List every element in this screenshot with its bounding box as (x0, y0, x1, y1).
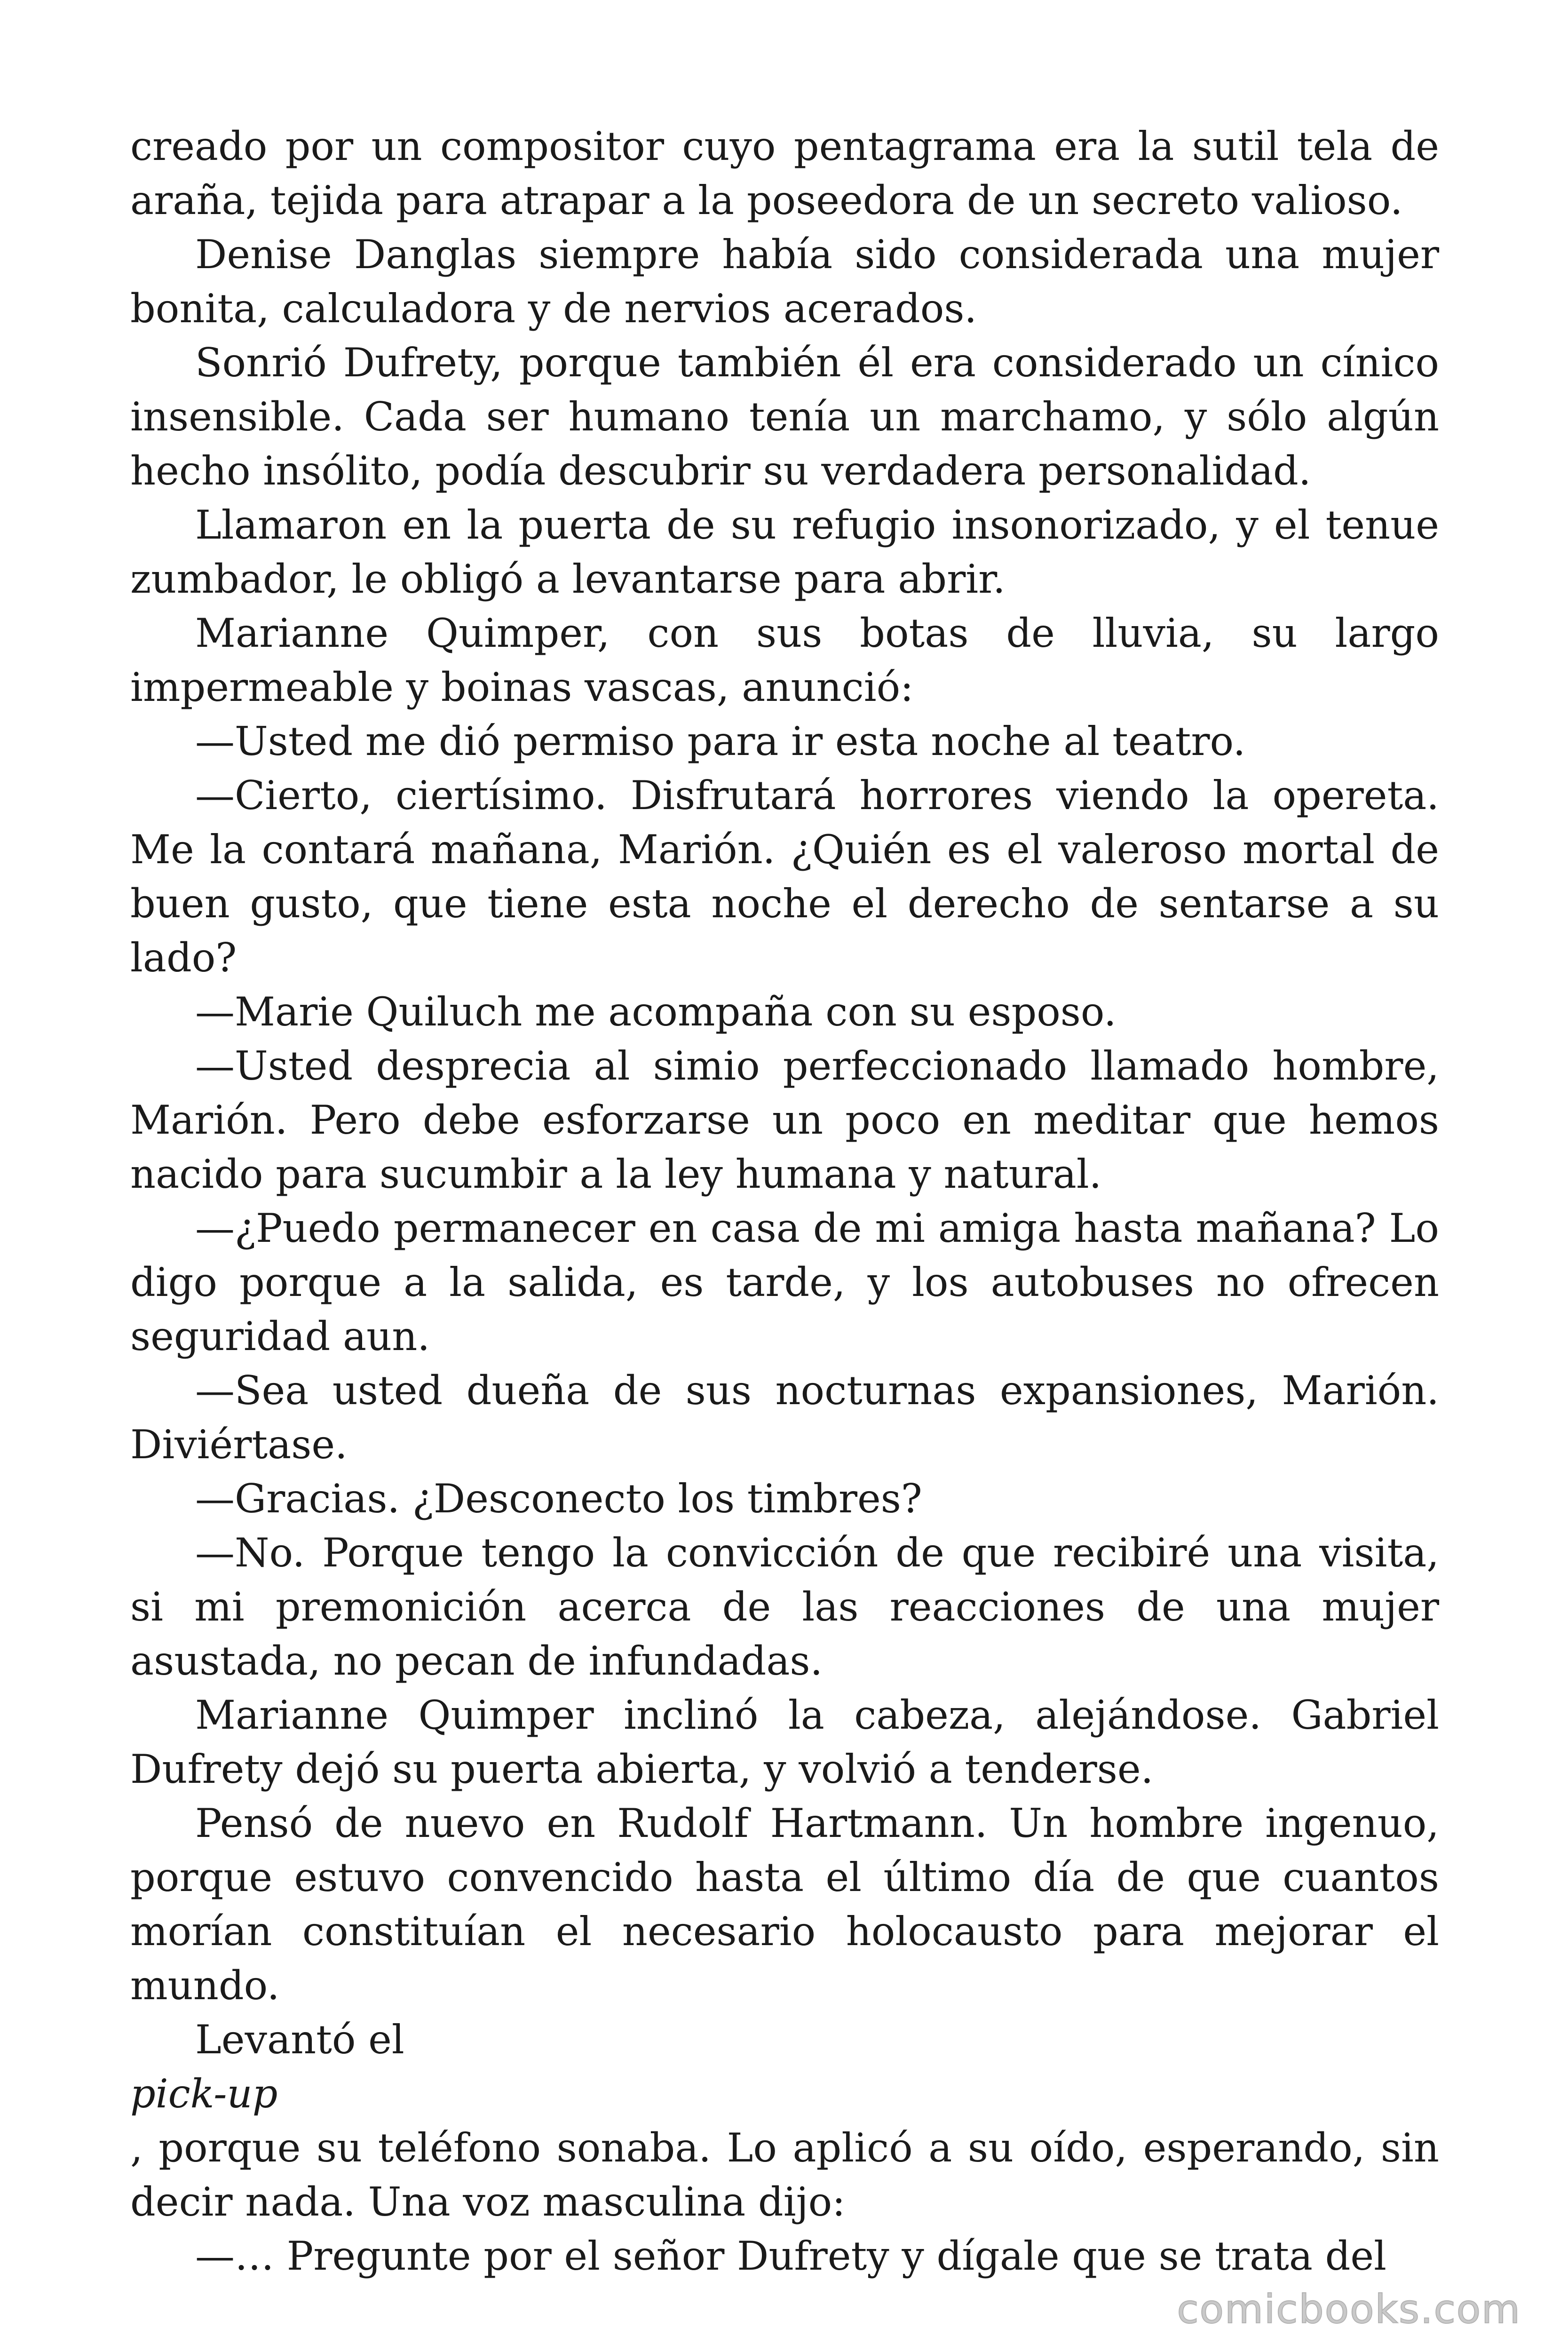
paragraph: , porque su teléfono sonaba. Lo aplicó a su oído, esperando, sin decir nada. Una voz masculina dijo: (130, 2125, 1439, 2225)
paragraph: Pensó de nuevo en Rudolf Hartmann. Un hombre ingenuo, porque estuvo convencido hasta el último día de que cuantos morían constituían el necesario holocausto para mejorar el mundo. (130, 1800, 1439, 2009)
paragraph: —Sea usted dueña de sus nocturnas expansiones, Marión. Diviértase. (130, 1367, 1439, 1468)
paragraph: —¿Puedo permanecer en casa de mi amiga hasta mañana? Lo digo porque a la salida, es tarde, y los autobuses no ofrecen seguridad aun. (130, 1205, 1439, 1359)
paragraph: —No. Porque tengo la convicción de que recibiré una visita, si mi premonición acerca de las reacciones de una mujer asustada, no pecan de infundadas. (130, 1530, 1439, 1684)
paragraph: —Usted me dió permiso para ir esta noche al teatro. (195, 718, 1246, 764)
paragraph: —Gracias. ¿Desconecto los timbres? (195, 1476, 922, 1522)
paragraph: Denise Danglas siempre había sido considerada una mujer bonita, calculadora y de nervios acerados. (130, 231, 1439, 332)
italic-term: pick-up (130, 2071, 278, 2117)
paragraph: —… Pregunte por el señor Dufrety y dígale que se trata del (195, 2233, 1386, 2279)
paragraph: Llamaron en la puerta de su refugio insonorizado, y el tenue zumbador, le obligó a levantarse para abrir. (130, 502, 1439, 602)
body-text (130, 119, 1439, 2283)
paragraph: Levantó el (195, 2017, 404, 2063)
paragraph: creado por un compositor cuyo pentagrama era la sutil tela de araña, tejida para atrapar a la poseedora de un secreto valioso. (130, 123, 1439, 223)
watermark: comicbooks.com (1177, 2286, 1521, 2332)
paragraph: —Marie Quiluch me acompaña con su esposo. (195, 989, 1117, 1035)
paragraph: —Usted desprecia al simio perfeccionado llamado hombre, Marión. Pero debe esforzarse un poco en meditar que hemos nacido para sucumbir a la ley humana y natural. (130, 1043, 1439, 1197)
paragraph: Marianne Quimper, con sus botas de lluvia, su largo impermeable y boinas vascas, anunció: (130, 610, 1439, 710)
paragraph: Sonrió Dufrety, porque también él era considerado un cínico insensible. Cada ser humano tenía un marchamo, y sólo algún hecho insólito, podía descubrir su verdadera personalidad. (130, 340, 1439, 494)
paragraph: Marianne Quimper inclinó la cabeza, alejándose. Gabriel Dufrety dejó su puerta abierta, y volvió a tenderse. (130, 1692, 1439, 1792)
paragraph: —Cierto, ciertísimo. Disfrutará horrores viendo la opereta. Me la contará mañana, Marión. ¿Quién es el valeroso mortal de buen gusto, que tiene esta noche el derecho de sentarse a su lado? (130, 772, 1439, 981)
